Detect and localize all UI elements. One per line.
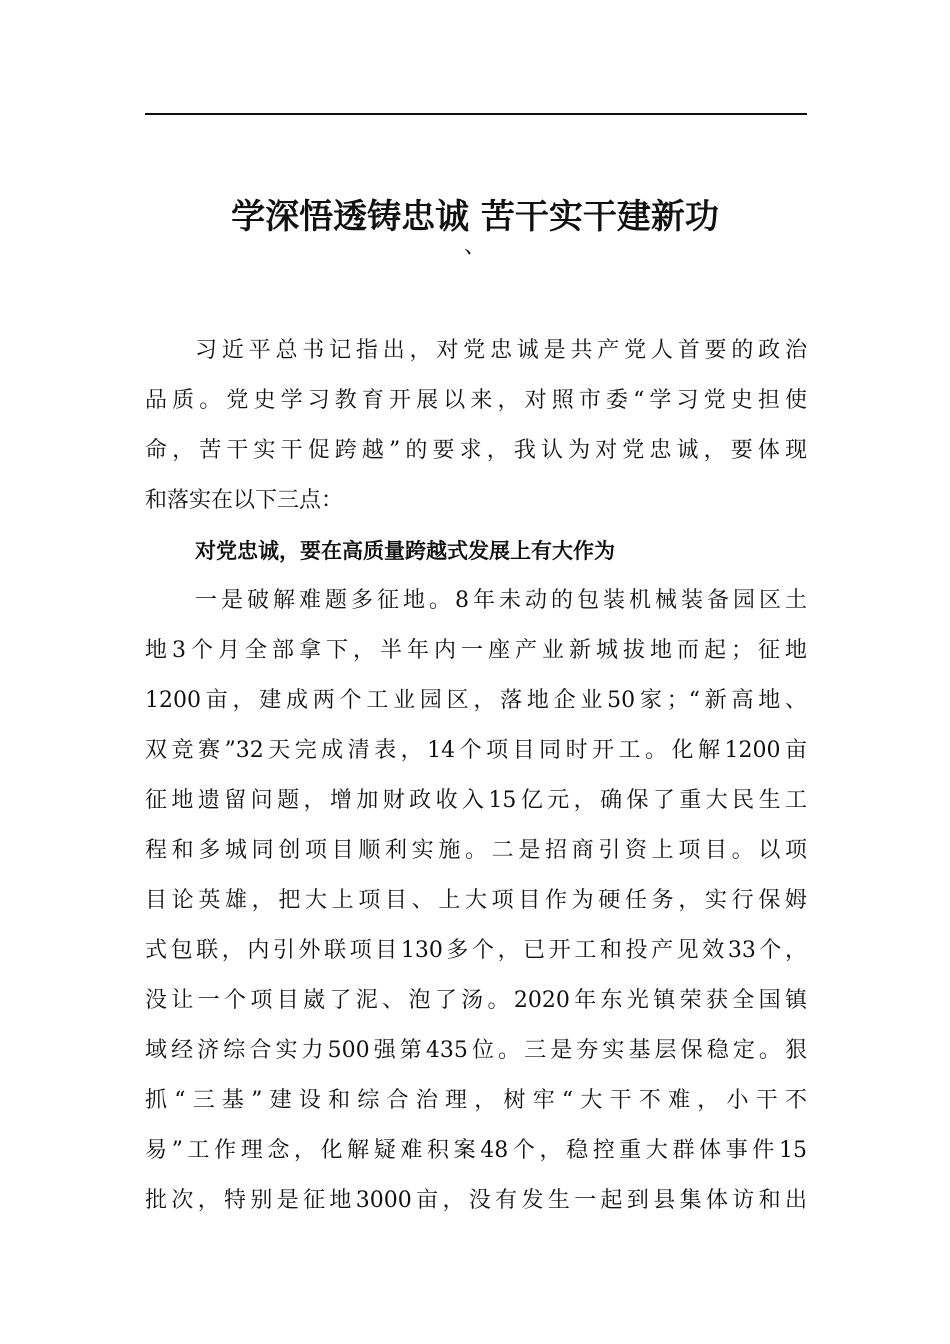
paragraph-line: 地3个月全部拿下，半年内一座产业新城拔地而起；征地	[145, 638, 807, 663]
paragraph-line: 品质。党史学习教育开展以来，对照市委“学习党史担使	[145, 388, 807, 413]
header-rule	[145, 113, 807, 115]
paragraph-line: 目论英雄，把大上项目、上大项目作为硬任务，实行保姆	[145, 888, 807, 913]
paragraph-line: 命，苦干实干促跨越”的要求，我认为对党忠诚，要体现	[145, 438, 807, 463]
section-heading: 对党忠诚，要在高质量跨越式发展上有大作为	[195, 539, 615, 563]
paragraph-line: 征地遗留问题，增加财政收入15亿元，确保了重大民生工	[145, 788, 807, 813]
paragraph-line: 1200亩，建成两个工业园区，落地企业50家；“新高地、	[145, 688, 807, 713]
paragraph-line: 易”工作理念，化解疑难积案48个，稳控重大群体事件15	[145, 1138, 807, 1163]
paragraph-line: 批次，特别是征地3000亩，没有发生一起到县集体访和出	[145, 1188, 807, 1213]
paragraph-line: 一是破解难题多征地。8年未动的包装机械装备园区土	[195, 588, 807, 613]
paragraph-line: 式包联，内引外联项目130多个，已开工和投产见效33个，	[145, 938, 807, 963]
paragraph-line: 程和多城同创项目顺利实施。二是招商引资上项目。以项	[145, 838, 807, 863]
document-body	[145, 326, 807, 1226]
paragraph-line: 抓“三基”建设和综合治理，树牢“大干不难，小干不	[145, 1088, 807, 1113]
paragraph-line: 域经济综合实力500强第435位。三是夯实基层保稳定。狠	[145, 1038, 807, 1063]
paragraph-line: 和落实在以下三点：	[145, 488, 344, 513]
paragraph-line: 没让一个项目崴了泥、泡了汤。2020年东光镇荣获全国镇	[145, 988, 807, 1013]
document-title: 学深悟透铸忠诚 苦干实干建新功	[231, 196, 719, 237]
title-mark: 、	[463, 234, 486, 259]
paragraph-line: 双竞赛”32天完成清表，14个项目同时开工。化解1200亩	[145, 738, 807, 763]
paragraph-line: 习近平总书记指出，对党忠诚是共产党人首要的政治	[195, 338, 807, 363]
